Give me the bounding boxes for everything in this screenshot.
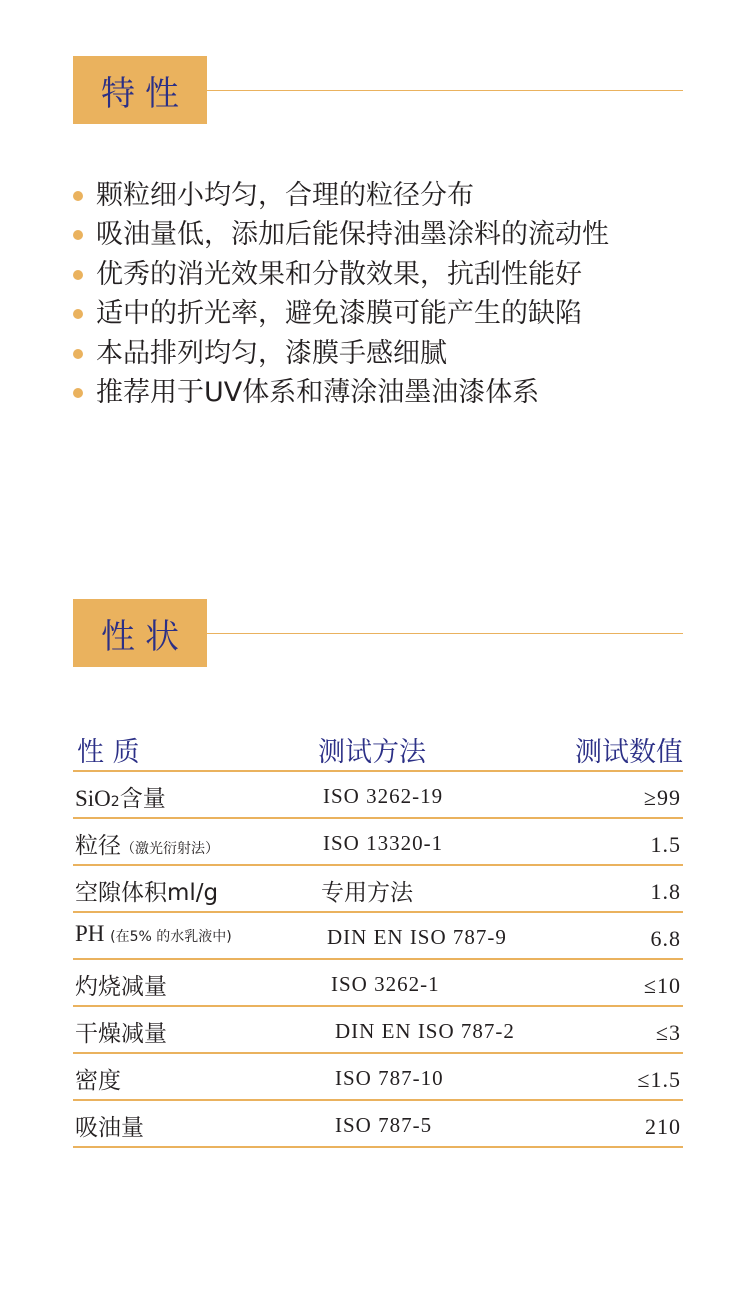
feature-item [73, 294, 609, 333]
test-method: ISO 13320-1 [323, 831, 444, 855]
header-property: 性 质 [77, 737, 140, 768]
features-title-tab [73, 56, 207, 124]
test-method: ISO 787-5 [335, 1113, 433, 1137]
feature-item [73, 215, 609, 254]
bullet-dot-icon [73, 388, 83, 398]
test-method: ISO 787-10 [335, 1066, 444, 1090]
feature-text: 本品排列均匀，漆膜手感细腻 [96, 337, 447, 369]
table-row [73, 1007, 683, 1054]
table-row [73, 1101, 683, 1148]
properties-title: 性状 [101, 616, 189, 657]
features-title: 特性 [101, 73, 189, 114]
table-row [73, 772, 683, 819]
test-value: ≤1.5 [637, 1067, 681, 1092]
feature-item [73, 176, 609, 215]
table-row [73, 960, 683, 1007]
test-method: 专用方法 [321, 880, 413, 906]
property-name: 空隙体积ml/g [75, 880, 219, 906]
properties-title-tab [73, 599, 207, 667]
test-value: ≤3 [655, 1020, 681, 1045]
test-value: 6.8 [650, 926, 681, 951]
table-row [73, 866, 683, 913]
table-header-row [73, 726, 683, 772]
test-method: ISO 3262-19 [323, 784, 444, 808]
test-method: ISO 3262-1 [331, 972, 440, 996]
table-row [73, 913, 683, 960]
table-row [73, 819, 683, 866]
feature-text: 适中的折光率，避免漆膜可能产生的缺陷 [96, 298, 582, 330]
feature-item [73, 255, 609, 294]
feature-text: 吸油量低，添加后能保持油墨涂料的流动性 [96, 219, 609, 251]
bullet-dot-icon [73, 349, 83, 359]
feature-text: 颗粒细小均匀，合理的粒径分布 [96, 180, 474, 211]
property-name: 密度 [75, 1068, 121, 1094]
bullet-dot-icon [73, 309, 83, 319]
feature-item [73, 373, 609, 412]
bullet-dot-icon [73, 191, 83, 201]
properties-header-rule [207, 633, 683, 634]
property-name: 吸油量 [75, 1115, 144, 1141]
test-method: DIN EN ISO 787-9 [327, 925, 507, 949]
test-value: 1.8 [650, 879, 681, 904]
test-value: 210 [645, 1114, 681, 1139]
properties-section-header [73, 599, 683, 667]
bullet-dot-icon [73, 230, 83, 240]
test-value: ≥99 [643, 785, 681, 810]
features-header-rule [207, 90, 683, 91]
property-name: 灼烧减量 [75, 974, 167, 1000]
test-method: DIN EN ISO 787-2 [335, 1019, 515, 1043]
test-value: 1.5 [650, 832, 681, 857]
feature-list [73, 176, 609, 412]
property-name: 粒径（激光衍射法） [75, 833, 219, 859]
test-value: ≤10 [643, 973, 681, 998]
table-row [73, 1054, 683, 1101]
features-section-header [73, 56, 683, 124]
property-name: SiO2含量 [75, 786, 166, 812]
properties-table [73, 726, 683, 1148]
header-value: 测试数值 [575, 737, 683, 768]
header-method: 测试方法 [318, 737, 426, 768]
feature-text: 优秀的消光效果和分散效果，抗刮性能好 [96, 258, 582, 290]
property-name: 干燥减量 [75, 1021, 167, 1047]
feature-text: 推荐用于UV体系和薄涂油墨油漆体系 [96, 376, 540, 408]
bullet-dot-icon [73, 270, 83, 280]
property-name: PH (在5% 的水乳液中) [75, 921, 232, 946]
feature-item [73, 334, 609, 373]
